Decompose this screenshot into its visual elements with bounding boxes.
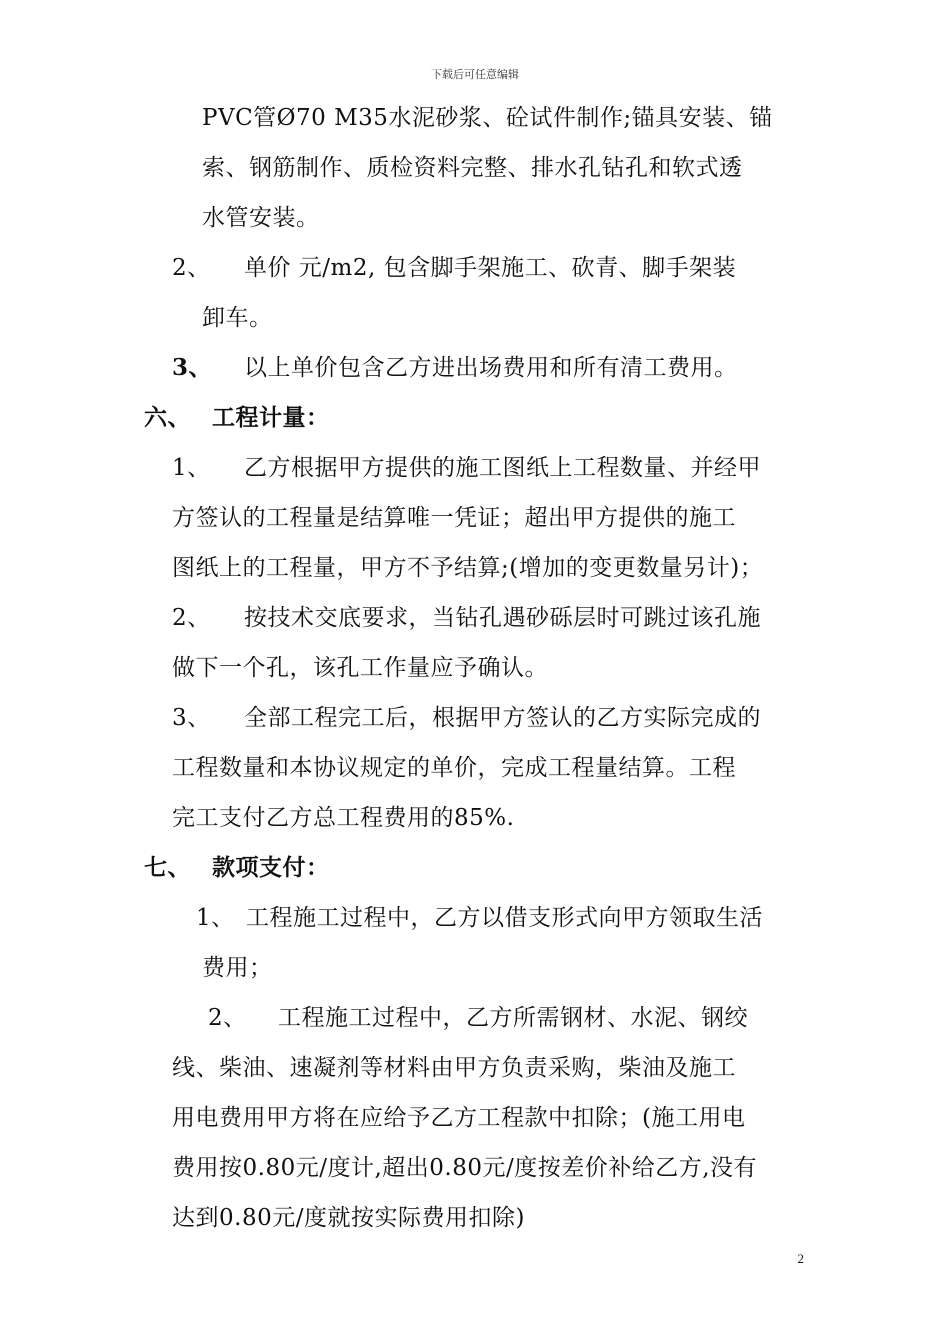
text-line-18: 费用；	[202, 955, 273, 981]
text-line-12: 做下一个孔，该孔工作量应予确认。	[172, 655, 548, 681]
item-3-price-includes: 3、 以上单价包含乙方进出场费用和所有清工费用。	[172, 354, 738, 381]
text-line-14: 工程数量和本协议规定的单价，完成工程量结算。工程	[172, 755, 736, 781]
section-7-heading: 七、 款项支付：	[144, 854, 330, 881]
text-line-10: 图纸上的工程量，甲方不予结算;(增加的变更数量另计)；	[172, 555, 764, 581]
text-line-2: 索、钢筋制作、质检资料完整、排水孔钻孔和软式透	[202, 155, 743, 181]
text-line-20: 线、柴油、速凝剂等材料由甲方负责采购，柴油及施工	[172, 1055, 736, 1081]
page-number: 2	[797, 1251, 804, 1266]
page-header: 下载后可任意编辑	[431, 68, 519, 81]
text-line-23: 达到0.80元/度就按实际费用扣除)	[172, 1205, 525, 1231]
text-line-9: 方签认的工程量是结算唯一凭证；超出甲方提供的施工	[172, 505, 736, 531]
section-7-item-1: 1、 工程施工过程中，乙方以借支形式向甲方领取生活	[196, 905, 763, 931]
text-line-22: 费用按0.80元/度计,超出0.80元/度按差价补给乙方,没有	[172, 1155, 758, 1181]
section-6-item-3: 3、 全部工程完工后，根据甲方签认的乙方实际完成的	[172, 705, 761, 731]
text-line-15: 完工支付乙方总工程费用的85%.	[172, 805, 515, 831]
section-7-item-2: 2、 工程施工过程中，乙方所需钢材、水泥、钢绞	[208, 1005, 748, 1031]
section-6-item-2: 2、 按技术交底要求，当钻孔遇砂砾层时可跳过该孔施	[172, 605, 761, 631]
section-6-item-1: 1、 乙方根据甲方提供的施工图纸上工程数量、并经甲	[172, 455, 761, 481]
text-line-3: 水管安装。	[202, 205, 320, 231]
section-6-heading: 六、 工程计量：	[144, 404, 330, 431]
text-line-21: 用电费用甲方将在应给予乙方工程款中扣除；(施工用电	[172, 1105, 746, 1131]
text-line-1: PVC管Ø70 M35水泥砂浆、砼试件制作;锚具安装、锚	[202, 105, 773, 131]
item-2-price: 2、 单价 元/m2, 包含脚手架施工、砍青、脚手架装	[172, 255, 737, 281]
text-line-5: 卸车。	[202, 305, 273, 331]
